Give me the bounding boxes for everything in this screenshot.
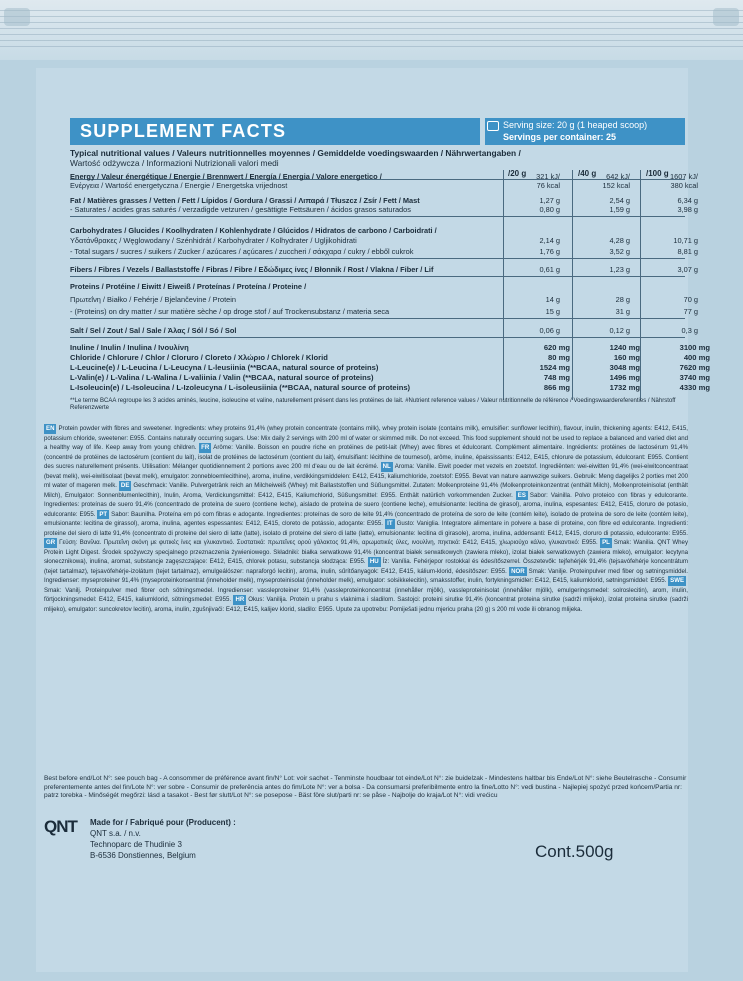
scoop-icon bbox=[487, 121, 499, 131]
row-label: Carbohydrates / Glucides / Koolhydraten / Kohlenhydrate / Glúcidos / Hidratos de carbono / Carboidrati / bbox=[70, 226, 437, 235]
column-header: /40 g bbox=[578, 169, 597, 178]
row-value: 160 mg bbox=[613, 353, 640, 362]
row-value: 3740 mg bbox=[679, 373, 710, 382]
row-value: 31 g bbox=[615, 307, 630, 316]
row-value: 1,23 g bbox=[609, 265, 630, 274]
row-value: 1,27 g bbox=[539, 196, 560, 205]
column-header: /100 g bbox=[646, 169, 669, 178]
language-tag: PL bbox=[602, 539, 610, 546]
table-row bbox=[70, 383, 710, 393]
row-label: Salt / Sel / Zout / Sal / Sale / Άλας / Sól / Só / Sol bbox=[70, 326, 237, 335]
row-label: Proteins / Protéine / Eiwitt / Eiweiß / Proteínas / Proteína / Proteine / bbox=[70, 282, 307, 291]
row-label: Πρωτεΐνη / Białko / Fehérje / Bjelančevine / Protein bbox=[70, 295, 237, 304]
language-tag: HU bbox=[369, 558, 379, 565]
row-value: 80 mg bbox=[548, 353, 570, 362]
row-value: 1,59 g bbox=[609, 205, 630, 214]
language-tag: DE bbox=[120, 482, 130, 489]
row-value: 866 mg bbox=[543, 383, 570, 392]
row-value: 4,28 g bbox=[609, 236, 630, 245]
serving-box bbox=[485, 118, 685, 145]
ingredients-paragraph: Protein powder with fibres and sweetener. Ingredients: whey proteins 91,4% (whey protein concentrate (contains milk), whey protein isolate (contains milk), emulsifier: sunflower lecithin), flavour, inulin, thickening agents: E412, E415, potassium chloride, sweetener: E955. Contains naturally occurring sugars. Use: Mix daily 2 servings with 200 ml of water or skimmed milk. Do not exceed. This food supplement should not be used to replace a balanced and varied diet and a healthy way of life. Keep away from young children. bbox=[44, 425, 688, 451]
row-label: L-Isoleucin(e) / L-Isoleucina / L-Izoleucyna / L-isoleusiinia (**BCAA, natural source of proteins) bbox=[70, 383, 411, 392]
bag-top-seal bbox=[0, 0, 743, 60]
row-label: Chloride / Chlorure / Chlor / Cloruro / Cloreto / Χλώριο / Chlorek / Klorid bbox=[70, 353, 328, 362]
language-tag: GR bbox=[46, 539, 56, 546]
row-value: 2,14 g bbox=[539, 236, 560, 245]
row-label: - Saturates / acides gras saturés / verzadigde vetzuren / gesättigte Fettsäuren / ácidos grasos saturados bbox=[70, 205, 411, 214]
row-label: L-Valin(e) / L-Valina / L-Walina / L-valiinia / Valin (**BCAA, natural source of proteins) bbox=[70, 373, 374, 382]
page-title: SUPPLEMENT FACTS bbox=[80, 121, 287, 141]
row-value: 76 kcal bbox=[536, 181, 560, 190]
ingredients-paragraph: Gusto: Vaniglia. Integratore alimentare in polvere a base di proteine, con fibre ed edulcorante. Ingredienti: proteine del siero di latte 91,4% (concentrato di proteine del siero di latte (latte), isolato di proteine del siero di latte (latte), emulsionante: lecitina di girasole), aroma, inulina, addensanti: E412, E415, cloruro di potassio, edulcorante: E955. bbox=[44, 520, 688, 537]
ingredients-paragraph: Aroma: Vanille. Eiwit poeder met vezels en zoetstof. Ingrediënten: wei-eiwitten 91,4% (wei-eiwitconcentraat (bevat melk), wei-eiwitisolaat (bevat melk), emulgator: zonnebloemlecithine), aroma, inuline, verdikkingsmiddelen: E412, E415, kaliumchloride, zoetstof: E955. Bevat van nature aanwezige suikers. Gebruik: Meng dagelijks 2 porties met 200 ml water of mageren melk. bbox=[44, 463, 688, 489]
row-value: 400 mg bbox=[683, 353, 710, 362]
ingredients-paragraph: Íz: Vanília. Fehérjepor rostokkal és édesítőszerrel. Összetevők: tejfehérjék 91,4% (tejsavófehérje koncentrátum (tejet tartalmaz), tejsavófehérje-izolátum (tejet tartalmaz), emulgeálószer: napraforgó lecitin), aroma, inulin, sűrítőanyagok: E412, E415, kálium-klorid, édesítőszer: E955. bbox=[44, 558, 688, 575]
row-value: 321 kJ/ bbox=[536, 172, 560, 181]
row-value: 0,80 g bbox=[539, 205, 560, 214]
language-tag: EN bbox=[46, 425, 55, 432]
row-value: 380 kcal bbox=[670, 181, 698, 190]
divider bbox=[70, 258, 685, 259]
row-value: 3,98 g bbox=[677, 205, 698, 214]
row-value: 77 g bbox=[683, 307, 698, 316]
divider bbox=[70, 276, 685, 277]
language-tag: FR bbox=[201, 444, 210, 451]
net-contents: Cont.500g bbox=[535, 842, 614, 861]
row-value: 70 g bbox=[683, 295, 698, 304]
divider bbox=[70, 318, 685, 319]
row-value: 1524 mg bbox=[539, 363, 570, 372]
brand-logo: QNT bbox=[44, 817, 77, 836]
row-value: 642 kJ/ bbox=[606, 172, 630, 181]
row-value: 1,76 g bbox=[539, 247, 560, 256]
language-tag: NL bbox=[382, 463, 391, 470]
row-value: 748 mg bbox=[543, 373, 570, 382]
table-row bbox=[70, 343, 710, 353]
row-label: Fibers / Fibres / Vezels / Ballaststoffe / Fibras / Fibre / Εδώδιμες ίνες / Błonnik / Rost / Vlakna / Fiber / Lif bbox=[70, 265, 434, 274]
row-label: Υδατάνθρακες / Węglowodany / Szénhidrát / Karbohydrater / Kolhydrater / Ugljikohidrati bbox=[70, 236, 357, 245]
row-value: 1607 kJ/ bbox=[670, 172, 698, 181]
row-label: L-Leucine(e) / L-Leucina / L-Leucyna / L-leusiinia (**BCAA, natural source of proteins) bbox=[70, 363, 379, 372]
row-value: 152 kcal bbox=[602, 181, 630, 190]
row-value: 0,06 g bbox=[539, 326, 560, 335]
row-value: 3,52 g bbox=[609, 247, 630, 256]
ingredients-paragraph: Arôme: Vanille. Boisson en poudre riche en protéines de petit-lait (Whey) avec fibres et édulcorant. Complément alimentaire. Ingrédients: protéines de lactosérum 91,4% (concentré de protéines de lactosérum (contient du lait), isolat de protéines de lactosérum (contient du lait), émulsifiant: lécithine de tournesol), arôme, inuline, épaississants: E412, E415, chlorure de potassium, édulcorant: E955. Contient des sucres naturellement présents. Utilisation: Mélanger quotidiennement 2 portions avec 200 ml d'eau ou de lait écrémé. bbox=[44, 444, 688, 470]
divider bbox=[70, 216, 685, 217]
ingredients-paragraph: Smak: Vanilj. Proteinpulver med fibrer och sötningsmedel. Ingredienser: vassleproteiner 91,4% (vassleproteinkoncentrat (innehåller mjölk), vassleproteinisolat (innehåller mjölk), emulgeringsmedel: solroslecitin), arom, inulin, förtjockningsmedel: E412, E415, kaliumklorid, sötningsmedel: E955. bbox=[44, 586, 688, 603]
table-row bbox=[70, 373, 710, 383]
row-label: Ενέργεια / Wartość energetyczna / Energie / Energetska vrijednost bbox=[70, 181, 288, 190]
row-label: Fat / Matières grasses / Vetten / Fett / Lípidos / Gordura / Grassi / Λιπαρά / Tłuszcz / Zsír / Fett / Mast bbox=[70, 196, 420, 205]
table-row bbox=[70, 363, 710, 373]
row-label: - (Proteins) on dry matter / sur matière sèche / op droge stof / auf Trockensubstanz / materia seca bbox=[70, 307, 390, 316]
row-value: 10,71 g bbox=[673, 236, 698, 245]
servings-per-container: Servings per container: 25 bbox=[503, 132, 617, 142]
column-header: /20 g bbox=[508, 169, 527, 178]
ingredients-paragraph: Okus: Vanilija. Protein u prahu s vlaknima i sladilom. Sastojci: proteini sirutke 91,4% (koncentrat proteina sirutke (sadrži mlijeko), izolat proteina sirutke (sadrži mlijeko), emulgator: suncokretov lecitin), aroma, inulin, zgušnjivači: E412, E415, kalijev klorid, sladilo: E955. Upute za upotrebu: Pomiješati jednu mjericu praha (20 g) s 200 ml vode ili obranog mlijeka. bbox=[44, 596, 688, 613]
row-value: 1732 mg bbox=[609, 383, 640, 392]
language-tag: NOR bbox=[511, 567, 525, 575]
table-header: Typical nutritional values / Valeurs nutritionnelles moyennes / Gemiddelde voedingswaarden / Nährwertangaben / Wartość odżywcza / Informazioni Nutrizionali valori medi bbox=[70, 148, 521, 168]
row-value: 0,3 g bbox=[681, 326, 698, 335]
row-value: 0,12 g bbox=[609, 326, 630, 335]
ingredients-paragraph: Smak: Wanilia. QNT Whey Protein Light Digest. Środek spożywczy specjalnego przeznaczenia żywieniowego. Składniki: białka serwatkowe 91,4% (koncentrat białek serwatkowych (zawiera mleko), izolat białek serwatkowych (zawiera mleko), emulgator: lecytyna słonecznikowa), inulina, aromat, substancje zagęszczające: E412, E415, chlorek potasu, substancja słodząca: E955. bbox=[44, 539, 688, 565]
serving-size: Serving size: 20 g (1 heaped scoop) bbox=[503, 120, 648, 130]
language-tag: IT bbox=[387, 520, 393, 527]
row-label: - Total sugars / sucres / suikers / Zucker / azúcares / açúcares / zuccheri / σάκχαρα / cukry / ebből cukrok bbox=[70, 247, 414, 256]
ingredients-paragraph: Γεύση: Βανίλια. Πρωτεΐνη σκόνη με φυτικές ίνες και γλυκαντικό. Συστατικά: πρωτεΐνες ορού γάλακτος 91,4%, αρωματικές ύλες, ινουλίνη, πηκτικά: E412, E415, χλωριούχο κάλιο, γλυκαντικό: E955. bbox=[59, 539, 598, 546]
row-value: 6,34 g bbox=[677, 196, 698, 205]
language-tag: ES bbox=[517, 491, 526, 499]
row-value: 28 g bbox=[615, 295, 630, 304]
ingredients-paragraph: Geschmack: Vanille. Pulvergetränk reich an Milcheiweiß (Whey) mit Ballaststoffen und Süßungsmittel. Zutaten: Molkenproteine 91,4% (Molkenproteinkonzentrat (enthält Milch), Molkenproteinisolat (enthält Milch), Emulgator: Sonnenblumenlecithin), Inulin, Aroma, Verdickungsmittel: E412, E415, Kaliumchlorid, Süßungsmittel: E955. Enthält natürlich vorkommenden Zucker. bbox=[44, 482, 688, 499]
row-value: 0,61 g bbox=[539, 265, 560, 274]
row-value: 1496 mg bbox=[609, 373, 640, 382]
row-label: Inuline / Inulin / Inulina / Ινουλίνη bbox=[70, 343, 189, 352]
row-value: 2,54 g bbox=[609, 196, 630, 205]
language-tag: HR bbox=[235, 596, 245, 603]
ingredients-text bbox=[44, 424, 688, 748]
row-value: 3100 mg bbox=[679, 343, 710, 352]
row-label: Energy / Valeur énergétique / Energie / Brennwert / Energía / Energia / Valore energetico / bbox=[70, 172, 382, 181]
row-value: 4330 mg bbox=[679, 383, 710, 392]
row-value: 1240 mg bbox=[609, 343, 640, 352]
ingredients-paragraph: Sabor: Baunilha. Proteína em pó com fibras e adoçante. Ingredientes: proteínas de soro de leite 91,4% (concentrado de proteína de soro de leite (contém leite), isolado de proteína de soro de leite (contém leite), emulsionante: lecitina de girassol), aroma, inulina, agentes espessantes: E412, E415, cloreto de potássio, adoçante: E955. bbox=[44, 510, 688, 527]
row-value: 3048 mg bbox=[609, 363, 640, 372]
row-value: 14 g bbox=[545, 295, 560, 304]
ingredients-paragraph: Smak: Vanilje. Proteinpulver med fiber og søtningsmiddel. Ingredienser: myseproteiner 91,4% (myseproteinkonsentrat (inneholder melk), myseproteinisolat (inneholder melk), emulgator: solsikkelecitin), smaksstoffer, inulin, fortykningsmidler: E412, E415, kaliumklorid, søtningsmiddel: E955. bbox=[44, 567, 688, 584]
row-value: 3,07 g bbox=[677, 265, 698, 274]
row-value: 620 mg bbox=[543, 343, 570, 352]
row-value: 8,81 g bbox=[677, 247, 698, 256]
divider bbox=[70, 337, 685, 338]
footnotes: **Le terme BCAA regroupe les 3 acides aminés, leucine, isoleucine et valine, naturellement présent dans les protéines de lait. #Nutrient reference values / Valeur nutritionnelle de référence / Voedingswaardereferenties / Nährstoff Referenzwerte bbox=[70, 398, 676, 411]
language-tag: SWE bbox=[670, 577, 685, 584]
language-tag: PT bbox=[99, 510, 108, 518]
row-value: 7620 mg bbox=[679, 363, 710, 372]
best-before-text: Best before end/Lot N°: see pouch bag - A consommer de préférence avant fin/N° Lot: voir sachet - Tenminste houdbaar tot einde/Lot N°: zie buidelzak - Mindestens haltbar bis Ende/Lot N°: siehe Beutelrasche - Consumir preferentemente antes del fin/Lote N°: ver sobre - Consumir de preferência antes do fim/Lote N°: ver a bolsa - Da consumarsi preferibilmente entro la fine/Lotto N°: vedi bustina - Najlepiej spożyć przed końcem/Partia nr: patrz torebka - Minőségét megőrzi: lásd a tasakot - Best før slutt/Lot N°: se posepose - Bäst före slut/parti nr: se påse - Najbolje do kraja/Lot N°: vidi vrećicu bbox=[44, 775, 687, 799]
table-row bbox=[70, 353, 710, 363]
manufacturer-info: Made for / Fabriqué pour (Producent) : QNT s.a. / n.v. Technoparc de Thudinie 3 B-6536 Donstiennes, Belgium bbox=[90, 818, 236, 860]
ingredients-paragraph: Sabor: Vainilla. Polvo proteico con fibras y edulcorante. Ingredientes: proteínas de suero 91,4% (concentrado de proteína de suero (contiene leche), aislado de proteína de suero (contiene leche), emulsionante: lecitina de girasol), aroma, inulina, espesantes: E412, E415, cloruro de potasio, edulcorante: E955. bbox=[44, 491, 688, 518]
row-value: 15 g bbox=[545, 307, 560, 316]
